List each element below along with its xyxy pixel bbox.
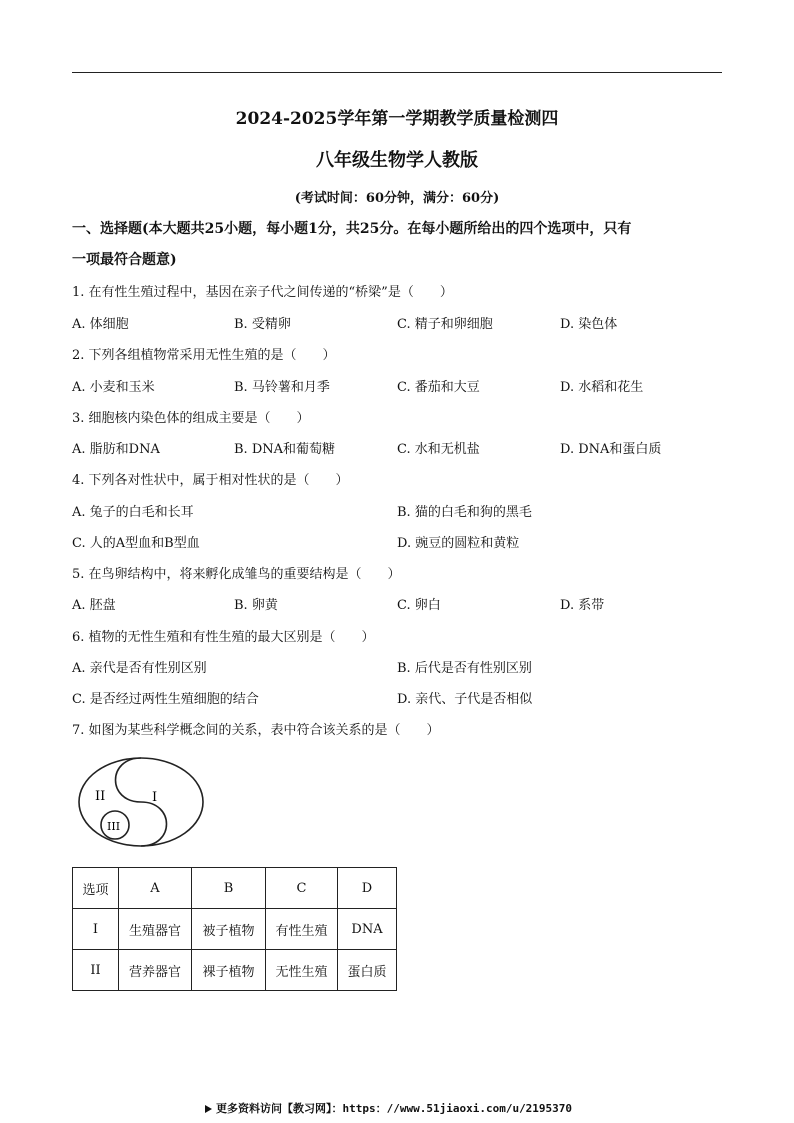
question-2-option-c: C. 番茄和大豆	[397, 380, 480, 395]
table-header-cell: D	[338, 868, 397, 909]
question-3-option-b: B. DNA和葡萄糖	[234, 442, 336, 457]
table-row	[73, 909, 397, 950]
top-rule	[72, 72, 722, 73]
question-1-option-a: A. 体细胞	[72, 317, 129, 332]
question-6-option-b: B. 后代是否有性别区别	[397, 661, 532, 676]
table-cell: 有性生殖	[266, 909, 338, 950]
table-row	[73, 950, 397, 991]
question-4-stem: 4. 下列各对性状中，属于相对性状的是（ ）	[72, 473, 349, 488]
table-cell: 营养器官	[119, 950, 192, 991]
question-6-option-c: C. 是否经过两性生殖细胞的结合	[72, 692, 259, 707]
question-3-option-d: D. DNA和蛋白质	[560, 442, 662, 457]
question-4-option-b: B. 猫的白毛和狗的黑毛	[397, 505, 532, 520]
question-3-stem: 3. 细胞核内染色体的组成主要是（ ）	[72, 411, 310, 426]
question-4-option-c: C. 人的A型血和B型血	[72, 536, 200, 551]
question-5-option-d: D. 系带	[560, 598, 605, 613]
table-cell: II	[73, 950, 119, 991]
exam-title: 2024-2025学年第一学期教学质量检测四	[235, 109, 559, 129]
table-header-cell: 选项	[73, 868, 119, 909]
exam-info: (考试时间：60分钟，满分：60分)	[294, 191, 500, 206]
label-II: II	[95, 789, 106, 804]
question-3-option-c: C. 水和无机盐	[397, 442, 480, 457]
question-6-stem: 6. 植物的无性生殖和有性生殖的最大区别是（ ）	[72, 630, 375, 645]
footer	[205, 1100, 572, 1116]
exam-subtitle: 八年级生物学人教版	[316, 150, 478, 171]
options-table	[72, 867, 397, 991]
question-1-option-b: B. 受精卵	[234, 317, 291, 332]
question-1-option-d: D. 染色体	[560, 317, 618, 332]
table-header-cell: B	[192, 868, 266, 909]
flag-icon	[205, 1105, 212, 1113]
question-2-option-a: A. 小麦和玉米	[72, 380, 155, 395]
question-1-stem: 1. 在有性生殖过程中，基因在亲子代之间传递的“桥梁”是（ ）	[72, 285, 453, 300]
table-header-cell: A	[119, 868, 192, 909]
question-4-option-a: A. 兔子的白毛和长耳	[72, 505, 194, 520]
table-cell: 生殖器官	[119, 909, 192, 950]
question-5-option-b: B. 卵黄	[234, 598, 278, 613]
question-6-option-a: A. 亲代是否有性别区别	[72, 661, 207, 676]
table-cell: 裸子植物	[192, 950, 266, 991]
question-2-option-b: B. 马铃薯和月季	[234, 380, 330, 395]
table-header-cell: C	[266, 868, 338, 909]
s-curve-divider	[116, 758, 167, 846]
footer-link-text[interactable]: 更多资料访问【教习网】：https：//www.51jiaoxi.com/u/2195370	[216, 1102, 573, 1115]
question-5-option-c: C. 卵白	[397, 598, 441, 613]
table-cell: 蛋白质	[338, 950, 397, 991]
table-cell: 被子植物	[192, 909, 266, 950]
table-cell: 无性生殖	[266, 950, 338, 991]
table-header-row	[73, 868, 397, 909]
section-heading-line1: 一、选择题(本大题共25小题，每小题1分，共25分。在每小题所给出的四个选项中，只有	[72, 221, 632, 237]
table-cell: DNA	[338, 909, 397, 950]
question-5-stem: 5. 在鸟卵结构中，将来孵化成雏鸟的重要结构是（ ）	[72, 567, 401, 582]
question-3-option-a: A. 脂肪和DNA	[72, 442, 160, 457]
question-7-stem: 7. 如图为某些科学概念间的关系，表中符合该关系的是（ ）	[72, 723, 440, 738]
question-4-option-d: D. 豌豆的圆粒和黄粒	[397, 536, 520, 551]
table-cell: I	[73, 909, 119, 950]
question-2-option-d: D. 水稻和花生	[560, 380, 644, 395]
question-6-option-d: D. 亲代、子代是否相似	[397, 692, 533, 707]
concept-relation-diagram	[72, 753, 222, 853]
question-5-option-a: A. 胚盘	[72, 598, 116, 613]
label-III: III	[107, 820, 121, 833]
question-2-stem: 2. 下列各组植物常采用无性生殖的是（ ）	[72, 348, 336, 363]
question-1-option-c: C. 精子和卵细胞	[397, 317, 493, 332]
label-I: I	[152, 790, 158, 805]
section-heading-line2: 一项最符合题意)	[72, 252, 177, 268]
